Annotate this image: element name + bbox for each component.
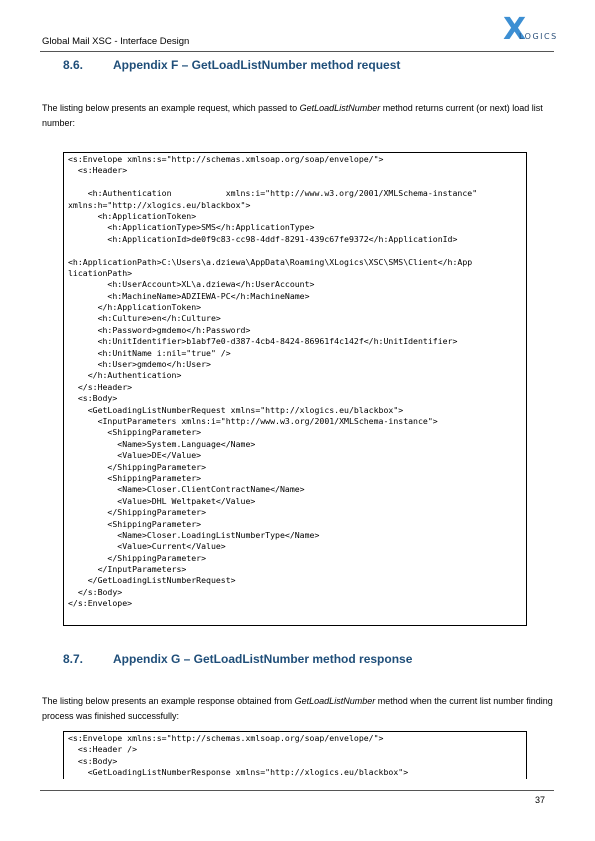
code-line: <Name>Closer.ClientContractName</Name>: [68, 484, 305, 495]
code-line: <s:Header>: [68, 165, 128, 176]
xlogics-logo: [503, 12, 558, 51]
code-line: <s:Envelope xmlns:s="http://schemas.xmlsoap.org/soap/envelope/">: [68, 154, 384, 164]
section-title: Appendix F – GetLoadListNumber method request: [113, 58, 401, 72]
request-code-listing: [63, 152, 527, 626]
code-line: <h:User>gmdemo</h:User>: [68, 359, 211, 370]
code-line: <GetLoadingListNumberResponse xmlns="http://xlogics.eu/blackbox">: [68, 767, 409, 778]
code-line: <h:Password>gmdemo</h:Password>: [68, 324, 251, 335]
code-line: </h:Authentication>: [68, 370, 182, 381]
method-name: GetLoadListNumber: [294, 696, 376, 706]
code-line: </ShippingParameter>: [68, 552, 207, 563]
response-code-listing: [63, 731, 527, 779]
code-line: <h:ApplicationId>de0f9c83-cc98-4ddf-8291-439c67fe9372</h:ApplicationId>: [68, 233, 458, 244]
code-line: <h:MachineName>ADZIEWA-PC</h:MachineName>: [68, 290, 310, 301]
code-line: <Value>DHL Weltpaket</Value>: [68, 495, 256, 506]
code-line: <h:Authentication xmlns:i="http://www.w3.org/2001/XMLSchema-instance": [68, 188, 478, 199]
header-divider: [40, 51, 554, 52]
code-line: <GetLoadingListNumberRequest xmlns="http://xlogics.eu/blackbox">: [68, 404, 404, 415]
logo-text: LOGICS: [519, 32, 558, 41]
code-line: <s:Body>: [68, 755, 118, 766]
document-title: Global Mail XSC - Interface Design: [42, 36, 190, 47]
intro-text: The listing below presents an example request, which passed to: [42, 103, 300, 113]
code-line: [68, 245, 523, 256]
code-line: </ShippingParameter>: [68, 507, 207, 518]
section-number: 8.6.: [63, 58, 84, 72]
method-name: GetLoadListNumber: [299, 103, 381, 113]
code-line: </s:Body>: [68, 586, 123, 597]
code-line: <h:UnitIdentifier>b1abf7e0-d387-4cb4-8424-86961f4c142f</h:UnitIdentifier>: [68, 336, 458, 347]
intro-text: method returns current (or next) load list number:: [42, 103, 543, 128]
code-line: <s:Body>: [68, 393, 118, 404]
code-line: <ShippingParameter>: [68, 518, 202, 529]
code-line: <h:Culture>en</h:Culture>: [68, 313, 221, 324]
code-line: <h:ApplicationType>SMS</h:ApplicationType>: [68, 222, 315, 233]
code-line: <Name>System.Language</Name>: [68, 438, 256, 449]
footer-divider: [40, 790, 554, 791]
code-line: <h:UnitName i:nil="true" />: [68, 347, 231, 358]
code-line: [68, 177, 523, 188]
code-line: <h:UserAccount>XL\a.dziewa</h:UserAccount>: [68, 279, 315, 290]
intro-paragraph-f: [42, 101, 554, 131]
code-line: <h:ApplicationToken>: [68, 210, 197, 221]
code-line: licationPath>: [68, 267, 133, 278]
code-line: <h:ApplicationPath>C:\Users\a.dziewa\AppData\Roaming\XLogics\XSC\SMS\Client</h:App: [68, 256, 473, 267]
logo-mark: X: [503, 12, 527, 47]
section-heading-g: [63, 652, 412, 666]
code-line: <Name>Closer.LoadingListNumberType</Name>: [68, 529, 320, 540]
intro-paragraph-g: [42, 694, 554, 724]
code-line: <s:Envelope xmlns:s="http://schemas.xmlsoap.org/soap/envelope/">: [68, 733, 384, 743]
code-line: </InputParameters>: [68, 564, 187, 575]
code-line: </h:ApplicationToken>: [68, 302, 202, 313]
code-line: xmlns:h="http://xlogics.eu/blackbox">: [68, 199, 251, 210]
intro-text: method when the current list number finding process was finished successfully:: [42, 696, 553, 721]
intro-text: The listing below presents an example response obtained from: [42, 696, 295, 706]
code-line: <Value>Current</Value>: [68, 541, 226, 552]
section-heading-f: [63, 58, 400, 72]
code-line: </s:Header>: [68, 381, 133, 392]
code-line: <ShippingParameter>: [68, 472, 202, 483]
code-line: </ShippingParameter>: [68, 461, 207, 472]
page-number: 37: [535, 795, 546, 805]
section-number: 8.7.: [63, 652, 84, 666]
code-line: <ShippingParameter>: [68, 427, 202, 438]
code-line: </GetLoadingListNumberRequest>: [68, 575, 236, 586]
code-line: <InputParameters xmlns:i="http://www.w3.org/2001/XMLSchema-instance">: [68, 415, 438, 426]
code-line: <s:Header />: [68, 744, 138, 755]
code-line: </s:Envelope>: [68, 598, 133, 609]
code-line: <Value>DE</Value>: [68, 450, 202, 461]
section-title: Appendix G – GetLoadListNumber method response: [113, 652, 413, 666]
